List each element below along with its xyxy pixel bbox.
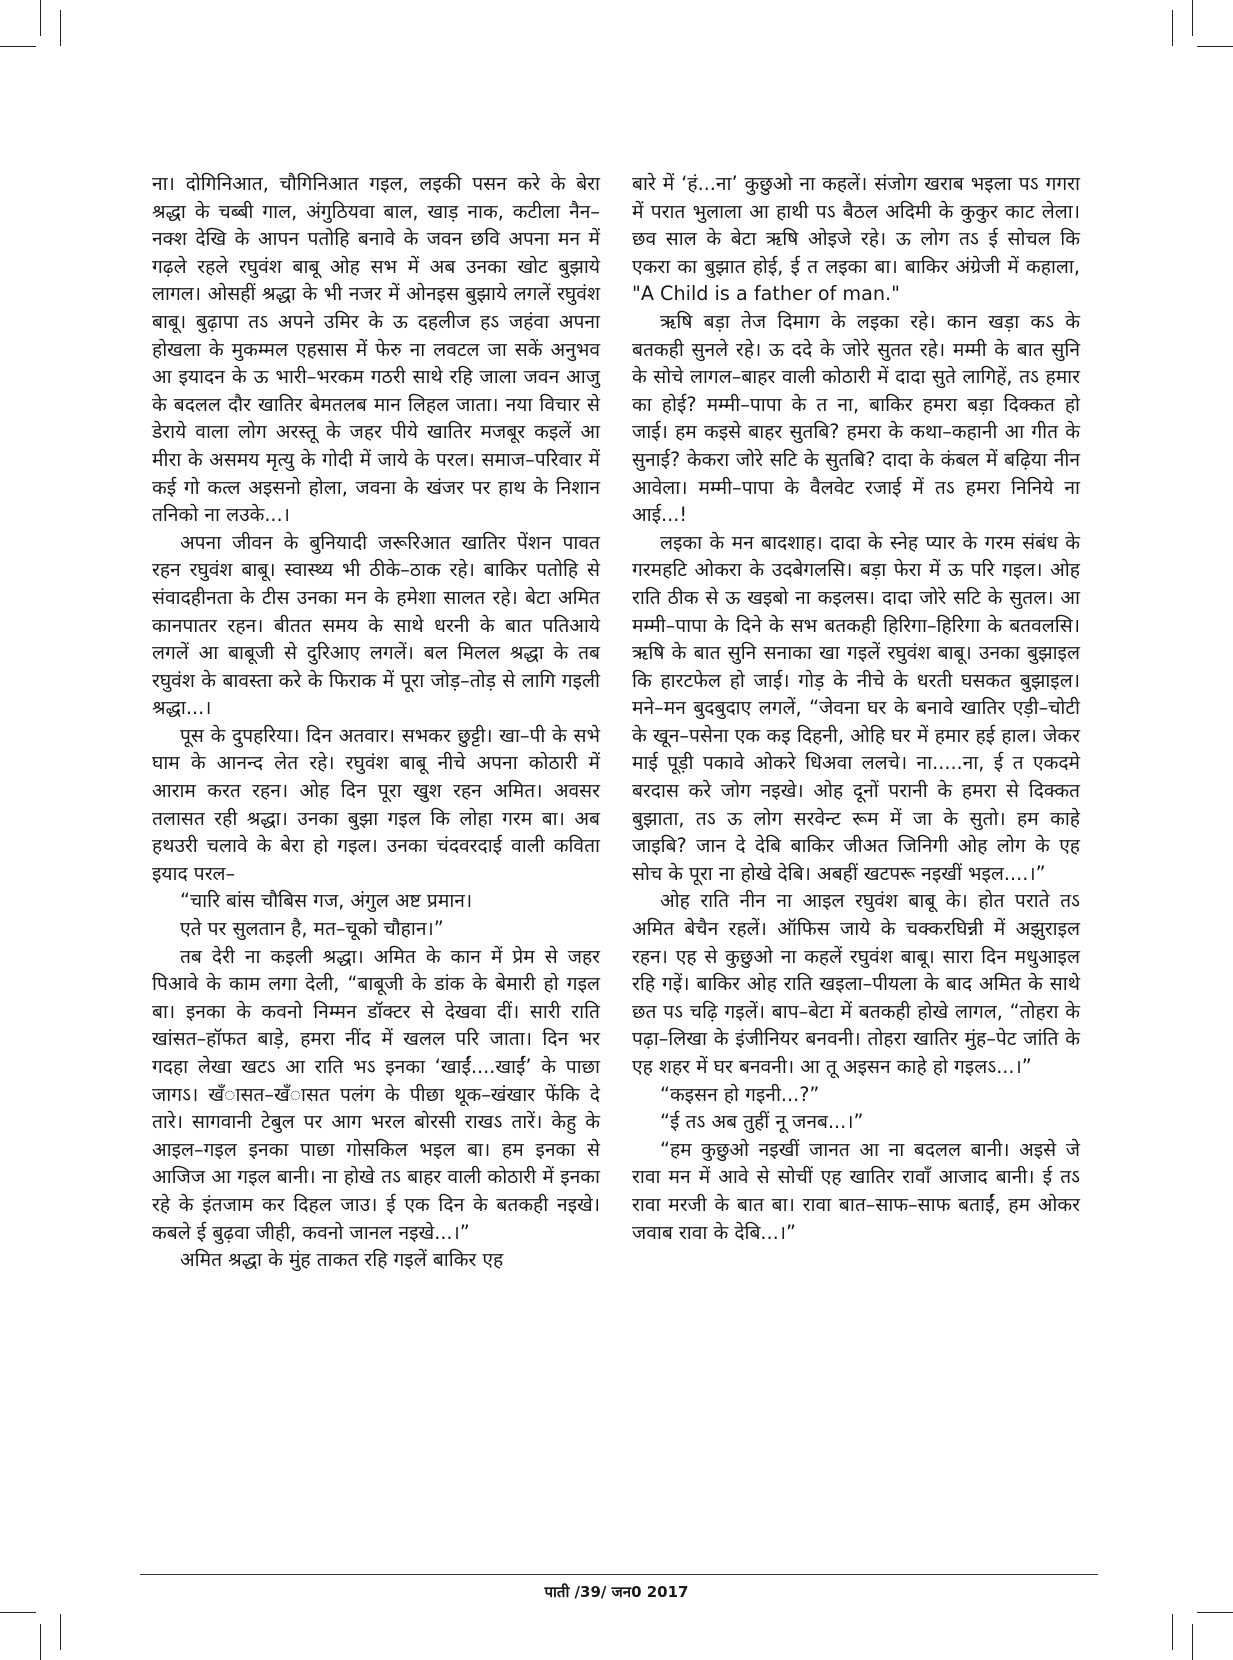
crop-mark bbox=[1172, 10, 1173, 46]
paragraph: लइका के मन बादशाह। दादा के स्नेह प्यार के गरम संबंध के गरमहटि ओकरा के उदबेगलसि। बड़ा फेरा में ऊ परि गइल। ओह राति ठीक से ऊ खइबो ना कइलस। दादा जोरे सटि के सुतल। आ मम्मी–पापा के दिने के सभ बतकही हिरिगा–हिरिगा के बतवलसि। ऋषि के बात सुनि सनाका खा गइलें रघुवंश बाबू। उनका बुझाइल कि हारटफेल हो जाई। गोड़ के नीचे के धरती घसकत बुझाइल। मने–मन बुदबुदाए लगलें, “जेवना घर के बनावे खातिर एड़ी–चोटी के खून–पसेना एक कइ दिहनी, ओहि घर में हमार हई हाल। जेकर माई पूड़ी पकावे ओकरे धिअवा ललचे। ना.....ना, ई त एकदमे बरदास करे जोग नइखे। ओह दूनों परानी के हमरा से दिक्कत बुझाता, तऽ ऊ लोग सरवेन्ट रूम में जा के सुतो। हम काहे जाइबि? जान दे देबि बाकिर जीअत जिनिगी ओह लोग के एह सोच के पूरा ना होखे देबि। अबहीं खटपरू नइखीं भइल....।” bbox=[632, 530, 1080, 885]
crop-mark bbox=[1192, 1624, 1193, 1660]
crop-mark bbox=[0, 46, 36, 47]
dialogue-line: “ई तऽ अब तुहीं नू जनब...।” bbox=[660, 1110, 864, 1134]
paragraph: तब देरी ना कइली श्रद्धा। अमित के कान में प्रेम से जहर पिआवे के काम लगा देली, “बाबूजी के डांक के बेमारी हो गइल बा। इनका के कवनो निम्मन डॉक्टर से देखवा दीं। सारी राति खांसत–हॉफत बाड़े, हमरा नींद में खलल परि जाता। दिन भर गदहा लेखा खटऽ आ राति भऽ इनका ‘खाईं....खाईं’ के पाछा जागऽ। खँासत–खँासत पलंग के पीछा थूक–खंखार फेंकि दे तारे। सागवानी टेबुल पर आग भरल बोरसी राखऽ तारें। केहु के आइल–गइल इनका पाछा गोसकिल भइल बा। हम इनका से आजिज आ गइल बानी। ना होखे तऽ बाहर वाली कोठारी में इनका रहे के इंतजाम कर दिहल जाउ। ई एक दिन के बतकही नइखे। कबले ई बुढ़वा जीही, कवनो जानल नइखे...।” bbox=[152, 944, 600, 1244]
crop-mark bbox=[1197, 46, 1233, 47]
paragraph: पूस के दुपहरिया। दिन अतवार। सभकर छुट्टी। खा–पी के सभे घाम के आनन्द लेत रहे। रघुवंश बाबू नीचे अपना कोठारी में आराम करत रहन। ओह दिन पूरा खुश रहन अमित। अवसर तलासत रही श्रद्धा। उनका बुझा गइल कि लोहा गरम बा। अब हथउरी चलावे के बेरा हो गइल। उनका चंदवरदाई वाली कविता इयाद परल– bbox=[152, 723, 600, 885]
page-footer: पाती /39/ जन0 2017 bbox=[544, 1583, 689, 1601]
paragraph: अपना जीवन के बुनियादी जरूरिआत खातिर पेंशन पावत रहन रघुवंश बाबू। स्वास्थ्य भी ठीके–ठाक रहे। बाकिर पतोहि से संवादहीनता के टीस उनका मन के हमेशा सालत रहे। बेटा अमित कानपातर रहन। बीतत समय के साथे धरनी के बात पतिआये लगलें आ बाबूजी से दुरिआए लगलें। बल मिलल श्रद्धा के तब रघुवंश के बावस्ता करे के फिराक में पूरा जोड़–तोड़ से लागि गइली श्रद्धा...। bbox=[152, 530, 600, 720]
crop-mark bbox=[40, 0, 41, 36]
paragraph: बारे में ‘हं...ना’ कुछुओ ना कहलें। संजोग खराब भइला पऽ गगरा में परात भुलाला आ हाथी पऽ बैठल अदिमी के कुकुर काट लेला। छव साल के बेटा ऋषि ओइजे रहे। ऊ लोग तऽ ई सोचल कि एकरा का बुझात होई, ई त लइका बा। बाकिर अंग्रेजी में कहाला, "A Child is a father of man." bbox=[632, 172, 1080, 306]
footer-rule bbox=[140, 1574, 1098, 1575]
crop-mark bbox=[1197, 1612, 1233, 1613]
paragraph: अमित श्रद्धा के मुंह ताकत रहि गइलें बाकिर एह bbox=[180, 1248, 504, 1272]
crop-mark bbox=[60, 1614, 61, 1650]
paragraph: ओह राति नीन ना आइल रघुवंश बाबू के। होत पराते तऽ अमित बेचैन रहलें। ऑफिस जाये के चक्करघिन्नी में अझुराइल रहन। एह से कुछुओ ना कहलें रघुवंश बाबू। सारा दिन मधुआइल रहि गइें। बाकिर ओह राति खइला–पीयला के बाद अमित के साथे छत पऽ चढ़ि गइलें। बाप–बेटा में बतकही होखे लागल, “तोहरा के पढ़ा–लिखा के इंजीनियर बनवनी। तोहरा खातिर मुंह–पेट जांति के एह शहर में घर बनवनी। आ तू अइसन काहे हो गइलऽ...।” bbox=[632, 889, 1080, 1078]
paragraph: ना। दोगिनिआत, चौगिनिआत गइल, लइकी पसन करे के बेरा श्रद्धा के चब्बी गाल, अंगुठियवा बाल, खाड़ नाक, कटीला नैन–नक्श देखि के आपन पतोहि बनावे के जवन छवि अपना मन में गढ़ले रहले रघुवंश बाबू ओह सभ में अब उनका खोट बुझाये लागल। ओसहीं श्रद्धा के भी नजर में ओनइस बुझाये लगलें रघुवंश बाबू। बुढ़ापा तऽ अपने उमिर के ऊ दहलीज हऽ जहंवा अपना होखला के मुकम्मल एहसास में फेरु ना लवटल जा सकें अनुभव आ इयादन के ऊ भारी–भरकम गठरी साथे रहि जाला जवन आजु के बदलल दौर खातिर बेमतलब मान लिहल जाता। नया विचार से डेराये वाला लोग अरस्तू के जहर पीये खातिर मजबूर कइलें आ मीरा के असमय मृत्यु के गोदी में जाये के परल। समाज–परिवार में कई गो कत्ल अइसनो होला, जवना के खंजर पर हाथ के निशान तनिको ना लउके...। bbox=[152, 172, 600, 527]
crop-mark bbox=[1192, 0, 1193, 36]
crop-mark bbox=[40, 1624, 41, 1660]
verse-line: एते पर सुलतान है, मत–चूको चौहान।” bbox=[180, 917, 444, 941]
crop-mark bbox=[0, 1612, 36, 1613]
right-column bbox=[632, 170, 1080, 1246]
crop-mark bbox=[60, 10, 61, 46]
verse-line: “चारि बांस चौबिस गज, अंगुल अष्ट प्रमान। bbox=[180, 889, 473, 913]
dialogue-line: “कइसन हो गइनी...?” bbox=[660, 1082, 820, 1106]
paragraph: “हम कुछुओ नइखीं जानत आ ना बदलल बानी। अइसे जे रावा मन में आवे से सोचीं एह खातिर रावाँ आजाद बानी। ई तऽ रावा मरजी के बात बा। रावा बात–साफ–साफ बताईं, हम ओकर जवाब रावा के देबि...।” bbox=[632, 1137, 1080, 1244]
paragraph: ऋषि बड़ा तेज दिमाग के लइका रहे। कान खड़ा कऽ के बतकही सुनले रहे। ऊ ददे के जोरे सुतत रहे। मम्मी के बात सुनि के सोचे लागल–बाहर वाली कोठारी में दादा सुते लागिहें, तऽ हमार का होई? मम्मी–पापा के त ना, बाकिर हमरा बड़ा दिक्कत हो जाई। हम कइसे बाहर सुतबि? हमरा के कथा–कहानी आ गीत के सुनाई? केकरा जोरे सटि के सुतबि? दादा के कंबल में बढ़िया नीन आवेला। मम्मी–पापा के वैलवेट रजाई में तऽ हमरा निनिये ना आई...! bbox=[632, 309, 1080, 527]
crop-mark bbox=[1172, 1614, 1173, 1650]
left-column bbox=[152, 170, 600, 1274]
